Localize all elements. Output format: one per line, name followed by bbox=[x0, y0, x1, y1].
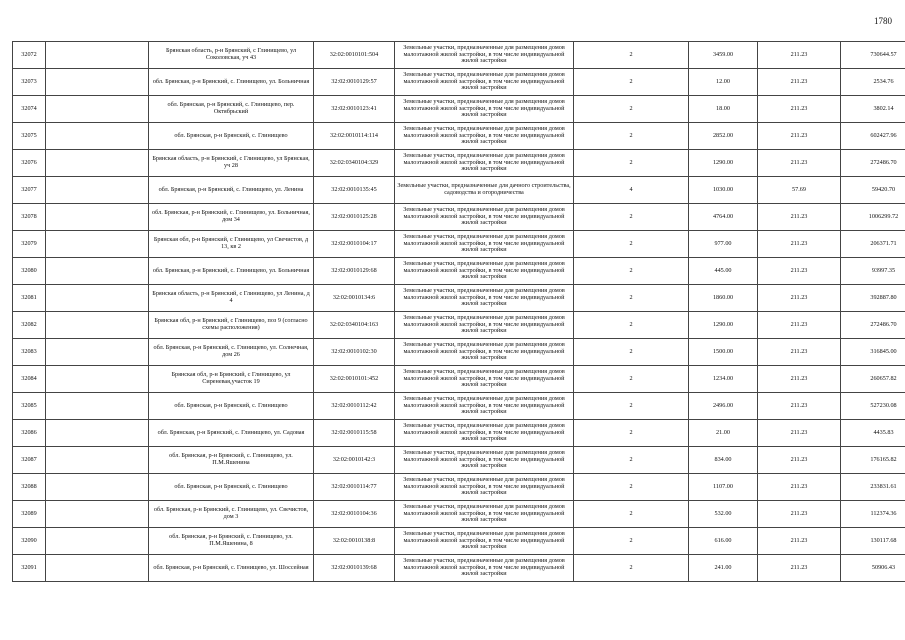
area-cell: 1030.00 bbox=[689, 177, 758, 204]
cadastral-number-cell: 32:02:0010115:58 bbox=[314, 420, 395, 447]
group-code-cell: 2 bbox=[574, 258, 689, 285]
cadastral-value-cell: 272486.70 bbox=[841, 150, 905, 177]
area-cell: 834.00 bbox=[689, 447, 758, 474]
cadastral-number-cell: 32:02:0340104:163 bbox=[314, 312, 395, 339]
rate-cell: 211.23 bbox=[758, 123, 841, 150]
cadastral-value-cell: 130117.68 bbox=[841, 528, 905, 555]
row-number-cell: 32080 bbox=[13, 258, 46, 285]
land-use-cell: Земельные участки, предназначенные для размещения домов малоэтажной жилой застройки, в том числе индивидуальной жилой застройки bbox=[395, 123, 574, 150]
address-cell: обл. Брянская, р-н Брянский, с. Глинищево bbox=[149, 123, 314, 150]
page-number: 1780 bbox=[874, 16, 892, 26]
row-number-cell: 32083 bbox=[13, 339, 46, 366]
cadastral-value-cell: 59420.70 bbox=[841, 177, 905, 204]
land-use-cell: Земельные участки, предназначенные для размещения домов малоэтажной жилой застройки, в том числе индивидуальной жилой застройки bbox=[395, 285, 574, 312]
group-code-cell: 2 bbox=[574, 123, 689, 150]
area-cell: 532.00 bbox=[689, 501, 758, 528]
table-row bbox=[13, 474, 905, 501]
land-use-cell: Земельные участки, предназначенные для размещения домов малоэтажной жилой застройки, в том числе индивидуальной жилой застройки bbox=[395, 528, 574, 555]
land-use-cell: Земельные участки, предназначенные для размещения домов малоэтажной жилой застройки, в том числе индивидуальной жилой застройки bbox=[395, 231, 574, 258]
address-cell: обл. Брянская, р-н Брянский, с. Глинищево, ул. Ленина bbox=[149, 177, 314, 204]
land-use-cell: Земельные участки, предназначенные для размещения домов малоэтажной жилой застройки, в том числе индивидуальной жилой застройки bbox=[395, 258, 574, 285]
cadastral-value-cell: 527230.08 bbox=[841, 393, 905, 420]
group-code-cell: 2 bbox=[574, 366, 689, 393]
area-cell: 2852.00 bbox=[689, 123, 758, 150]
table-row bbox=[13, 96, 905, 123]
land-use-cell: Земельные участки, предназначенные для размещения домов малоэтажной жилой застройки, в том числе индивидуальной жилой застройки bbox=[395, 420, 574, 447]
cadastral-number-cell: 32:02:0010101:504 bbox=[314, 42, 395, 69]
table-row bbox=[13, 420, 905, 447]
rate-cell: 211.23 bbox=[758, 231, 841, 258]
empty-cell bbox=[46, 204, 149, 231]
area-cell: 616.00 bbox=[689, 528, 758, 555]
row-number-cell: 32076 bbox=[13, 150, 46, 177]
area-cell: 1107.00 bbox=[689, 474, 758, 501]
cadastral-value-cell: 272486.70 bbox=[841, 312, 905, 339]
rate-cell: 211.23 bbox=[758, 528, 841, 555]
address-cell: Брянская область, р-н Брянский, с Глинищево, ул Соколовская, уч 43 bbox=[149, 42, 314, 69]
area-cell: 21.00 bbox=[689, 420, 758, 447]
rate-cell: 211.23 bbox=[758, 555, 841, 582]
group-code-cell: 2 bbox=[574, 312, 689, 339]
table-row bbox=[13, 258, 905, 285]
area-cell: 1500.00 bbox=[689, 339, 758, 366]
area-cell: 1290.00 bbox=[689, 312, 758, 339]
table-row bbox=[13, 69, 905, 96]
rate-cell: 211.23 bbox=[758, 501, 841, 528]
table-row bbox=[13, 501, 905, 528]
cadastral-value-cell: 4435.83 bbox=[841, 420, 905, 447]
table-row bbox=[13, 447, 905, 474]
empty-cell bbox=[46, 177, 149, 204]
group-code-cell: 2 bbox=[574, 555, 689, 582]
row-number-cell: 32086 bbox=[13, 420, 46, 447]
empty-cell bbox=[46, 258, 149, 285]
cadastral-number-cell: 32:02:0010114:77 bbox=[314, 474, 395, 501]
address-cell: обл. Брянская, р-н Брянский, с. Глинищево, ул. Шоссейная bbox=[149, 555, 314, 582]
land-registry-table bbox=[12, 41, 905, 582]
cadastral-number-cell: 32:02:0340104:329 bbox=[314, 150, 395, 177]
empty-cell bbox=[46, 447, 149, 474]
rate-cell: 211.23 bbox=[758, 69, 841, 96]
area-cell: 1860.00 bbox=[689, 285, 758, 312]
row-number-cell: 32088 bbox=[13, 474, 46, 501]
table-row bbox=[13, 150, 905, 177]
table-row bbox=[13, 123, 905, 150]
rate-cell: 211.23 bbox=[758, 42, 841, 69]
empty-cell bbox=[46, 150, 149, 177]
registry-table-body bbox=[13, 42, 905, 582]
group-code-cell: 2 bbox=[574, 447, 689, 474]
row-number-cell: 32072 bbox=[13, 42, 46, 69]
row-number-cell: 32091 bbox=[13, 555, 46, 582]
cadastral-value-cell: 3802.14 bbox=[841, 96, 905, 123]
address-cell: Брянская область, р-н Брянский, с Глинищево, ул Брянская, уч 28 bbox=[149, 150, 314, 177]
group-code-cell: 2 bbox=[574, 204, 689, 231]
address-cell: обл. Брянская, р-н Брянский, с. Глинищево, ул. Больничная, дом 34 bbox=[149, 204, 314, 231]
empty-cell bbox=[46, 420, 149, 447]
land-use-cell: Земельные участки, предназначенные для размещения домов малоэтажной жилой застройки, в том числе индивидуальной жилой застройки bbox=[395, 447, 574, 474]
land-use-cell: Земельные участки, предназначенные для размещения домов малоэтажной жилой застройки, в том числе индивидуальной жилой застройки bbox=[395, 96, 574, 123]
rate-cell: 211.23 bbox=[758, 420, 841, 447]
land-use-cell: Земельные участки, предназначенные для размещения домов малоэтажной жилой застройки, в том числе индивидуальной жилой застройки bbox=[395, 42, 574, 69]
rate-cell: 211.23 bbox=[758, 312, 841, 339]
area-cell: 3459.00 bbox=[689, 42, 758, 69]
row-number-cell: 32089 bbox=[13, 501, 46, 528]
group-code-cell: 2 bbox=[574, 528, 689, 555]
address-cell: Брянская область, р-н Брянский, с Глинищево, ул Ленина, д 4 bbox=[149, 285, 314, 312]
group-code-cell: 2 bbox=[574, 96, 689, 123]
empty-cell bbox=[46, 393, 149, 420]
area-cell: 1290.00 bbox=[689, 150, 758, 177]
table-row bbox=[13, 339, 905, 366]
cadastral-value-cell: 112374.36 bbox=[841, 501, 905, 528]
address-cell: обл. Брянская, р-н Брянский, с. Глинищево, ул. П.М.Яшенина bbox=[149, 447, 314, 474]
group-code-cell: 2 bbox=[574, 69, 689, 96]
row-number-cell: 32087 bbox=[13, 447, 46, 474]
rate-cell: 211.23 bbox=[758, 474, 841, 501]
row-number-cell: 32079 bbox=[13, 231, 46, 258]
group-code-cell: 4 bbox=[574, 177, 689, 204]
rate-cell: 211.23 bbox=[758, 150, 841, 177]
row-number-cell: 32078 bbox=[13, 204, 46, 231]
address-cell: обл. Брянская, р-н Брянский, с. Глинищево bbox=[149, 393, 314, 420]
land-use-cell: Земельные участки, предназначенные для размещения домов малоэтажной жилой застройки, в том числе индивидуальной жилой застройки bbox=[395, 339, 574, 366]
row-number-cell: 32081 bbox=[13, 285, 46, 312]
area-cell: 4764.00 bbox=[689, 204, 758, 231]
area-cell: 241.00 bbox=[689, 555, 758, 582]
row-number-cell: 32074 bbox=[13, 96, 46, 123]
area-cell: 2496.00 bbox=[689, 393, 758, 420]
cadastral-value-cell: 316845.00 bbox=[841, 339, 905, 366]
empty-cell bbox=[46, 501, 149, 528]
table-row bbox=[13, 285, 905, 312]
rate-cell: 57.69 bbox=[758, 177, 841, 204]
cadastral-value-cell: 260657.82 bbox=[841, 366, 905, 393]
cadastral-number-cell: 32:02:0010134:6 bbox=[314, 285, 395, 312]
table-row bbox=[13, 177, 905, 204]
cadastral-value-cell: 93997.35 bbox=[841, 258, 905, 285]
cadastral-number-cell: 32:02:0010139:68 bbox=[314, 555, 395, 582]
cadastral-number-cell: 32:02:0010104:36 bbox=[314, 501, 395, 528]
table-row bbox=[13, 393, 905, 420]
empty-cell bbox=[46, 285, 149, 312]
row-number-cell: 32077 bbox=[13, 177, 46, 204]
cadastral-number-cell: 32:02:0010129:68 bbox=[314, 258, 395, 285]
cadastral-value-cell: 176165.82 bbox=[841, 447, 905, 474]
land-use-cell: Земельные участки, предназначенные для размещения домов малоэтажной жилой застройки, в том числе индивидуальной жилой застройки bbox=[395, 312, 574, 339]
empty-cell bbox=[46, 123, 149, 150]
cadastral-value-cell: 206371.71 bbox=[841, 231, 905, 258]
row-number-cell: 32090 bbox=[13, 528, 46, 555]
address-cell: обл. Брянская, р-н Брянский, с. Глинищево, ул. Садовая bbox=[149, 420, 314, 447]
group-code-cell: 2 bbox=[574, 420, 689, 447]
rate-cell: 211.23 bbox=[758, 258, 841, 285]
group-code-cell: 2 bbox=[574, 393, 689, 420]
cadastral-value-cell: 1006299.72 bbox=[841, 204, 905, 231]
empty-cell bbox=[46, 42, 149, 69]
cadastral-value-cell: 602427.96 bbox=[841, 123, 905, 150]
empty-cell bbox=[46, 528, 149, 555]
cadastral-number-cell: 32:02:0010135:45 bbox=[314, 177, 395, 204]
address-cell: обл. Брянская, р-н Брянский, с. Глинищево, ул. Солнечная, дом 26 bbox=[149, 339, 314, 366]
cadastral-value-cell: 233831.61 bbox=[841, 474, 905, 501]
group-code-cell: 2 bbox=[574, 231, 689, 258]
table-row bbox=[13, 312, 905, 339]
table-row bbox=[13, 42, 905, 69]
row-number-cell: 32082 bbox=[13, 312, 46, 339]
row-number-cell: 32084 bbox=[13, 366, 46, 393]
empty-cell bbox=[46, 474, 149, 501]
cadastral-number-cell: 32:02:0010104:17 bbox=[314, 231, 395, 258]
cadastral-number-cell: 32:02:0010114:114 bbox=[314, 123, 395, 150]
address-cell: обл. Брянская, р-н Брянский, с. Глинищево, ул. Больничная bbox=[149, 258, 314, 285]
address-cell: Брянская обл, р-н Брянский, с Глинищево, ул Свечистов, д 13, кв 2 bbox=[149, 231, 314, 258]
address-cell: Брянская обл, р-н Брянский, с Глинищево, поз 9 (согласно схемы расположения) bbox=[149, 312, 314, 339]
table-row bbox=[13, 204, 905, 231]
group-code-cell: 2 bbox=[574, 42, 689, 69]
rate-cell: 211.23 bbox=[758, 339, 841, 366]
cadastral-value-cell: 730644.57 bbox=[841, 42, 905, 69]
area-cell: 445.00 bbox=[689, 258, 758, 285]
empty-cell bbox=[46, 312, 149, 339]
cadastral-value-cell: 50906.43 bbox=[841, 555, 905, 582]
empty-cell bbox=[46, 69, 149, 96]
group-code-cell: 2 bbox=[574, 474, 689, 501]
cadastral-number-cell: 32:02:0010138:8 bbox=[314, 528, 395, 555]
area-cell: 12.00 bbox=[689, 69, 758, 96]
land-use-cell: Земельные участки, предназначенные для размещения домов малоэтажной жилой застройки, в том числе индивидуальной жилой застройки bbox=[395, 150, 574, 177]
area-cell: 977.00 bbox=[689, 231, 758, 258]
land-use-cell: Земельные участки, предназначенные для размещения домов малоэтажной жилой застройки, в том числе индивидуальной жилой застройки bbox=[395, 501, 574, 528]
area-cell: 1234.00 bbox=[689, 366, 758, 393]
cadastral-number-cell: 32:02:0010112:42 bbox=[314, 393, 395, 420]
group-code-cell: 2 bbox=[574, 150, 689, 177]
cadastral-number-cell: 32:02:0010101:452 bbox=[314, 366, 395, 393]
cadastral-number-cell: 32:02:0010102:30 bbox=[314, 339, 395, 366]
table-row bbox=[13, 528, 905, 555]
land-use-cell: Земельные участки, предназначенные для размещения домов малоэтажной жилой застройки, в том числе индивидуальной жилой застройки bbox=[395, 393, 574, 420]
rate-cell: 211.23 bbox=[758, 447, 841, 474]
empty-cell bbox=[46, 339, 149, 366]
cadastral-value-cell: 2534.76 bbox=[841, 69, 905, 96]
address-cell: обл. Брянская, р-н Брянский, с. Глинищево, пер. Октябрьский bbox=[149, 96, 314, 123]
rate-cell: 211.23 bbox=[758, 393, 841, 420]
address-cell: обл. Брянская, р-н Брянский, с. Глинищево, ул. Больничная bbox=[149, 69, 314, 96]
cadastral-number-cell: 32:02:0010142:3 bbox=[314, 447, 395, 474]
land-use-cell: Земельные участки, предназначенные для размещения домов малоэтажной жилой застройки, в том числе индивидуальной жилой застройки bbox=[395, 204, 574, 231]
address-cell: обл. Брянская, р-н Брянский, с. Глинищево, ул. Свечистов, дом 3 bbox=[149, 501, 314, 528]
area-cell: 18.00 bbox=[689, 96, 758, 123]
empty-cell bbox=[46, 555, 149, 582]
cadastral-number-cell: 32:02:0010125:28 bbox=[314, 204, 395, 231]
rate-cell: 211.23 bbox=[758, 366, 841, 393]
group-code-cell: 2 bbox=[574, 339, 689, 366]
cadastral-value-cell: 392887.80 bbox=[841, 285, 905, 312]
row-number-cell: 32085 bbox=[13, 393, 46, 420]
row-number-cell: 32075 bbox=[13, 123, 46, 150]
land-use-cell: Земельные участки, предназначенные для размещения домов малоэтажной жилой застройки, в том числе индивидуальной жилой застройки bbox=[395, 366, 574, 393]
land-use-cell: Земельные участки, предназначенные для размещения домов малоэтажной жилой застройки, в том числе индивидуальной жилой застройки bbox=[395, 555, 574, 582]
rate-cell: 211.23 bbox=[758, 204, 841, 231]
row-number-cell: 32073 bbox=[13, 69, 46, 96]
address-cell: Брянская обл, р-н Брянский, с Глинищево, ул Сиреневая,участок 19 bbox=[149, 366, 314, 393]
address-cell: обл. Брянская, р-н Брянский, с. Глинищево, ул. П.М.Яшенина, 8 bbox=[149, 528, 314, 555]
table-row bbox=[13, 366, 905, 393]
rate-cell: 211.23 bbox=[758, 285, 841, 312]
land-use-cell: Земельные участки, предназначенные для размещения домов малоэтажной жилой застройки, в том числе индивидуальной жилой застройки bbox=[395, 474, 574, 501]
address-cell: обл. Брянская, р-н Брянский, с. Глинищево bbox=[149, 474, 314, 501]
group-code-cell: 2 bbox=[574, 285, 689, 312]
empty-cell bbox=[46, 366, 149, 393]
group-code-cell: 2 bbox=[574, 501, 689, 528]
land-use-cell: Земельные участки, предназначенные для размещения домов малоэтажной жилой застройки, в том числе индивидуальной жилой застройки bbox=[395, 69, 574, 96]
empty-cell bbox=[46, 96, 149, 123]
rate-cell: 211.23 bbox=[758, 96, 841, 123]
land-use-cell: Земельные участки, предназначенные для дачного строительства, садоводства и огородничества bbox=[395, 177, 574, 204]
table-row bbox=[13, 231, 905, 258]
cadastral-number-cell: 32:02:0010123:41 bbox=[314, 96, 395, 123]
table-row bbox=[13, 555, 905, 582]
cadastral-number-cell: 32:02:0010129:57 bbox=[314, 69, 395, 96]
empty-cell bbox=[46, 231, 149, 258]
